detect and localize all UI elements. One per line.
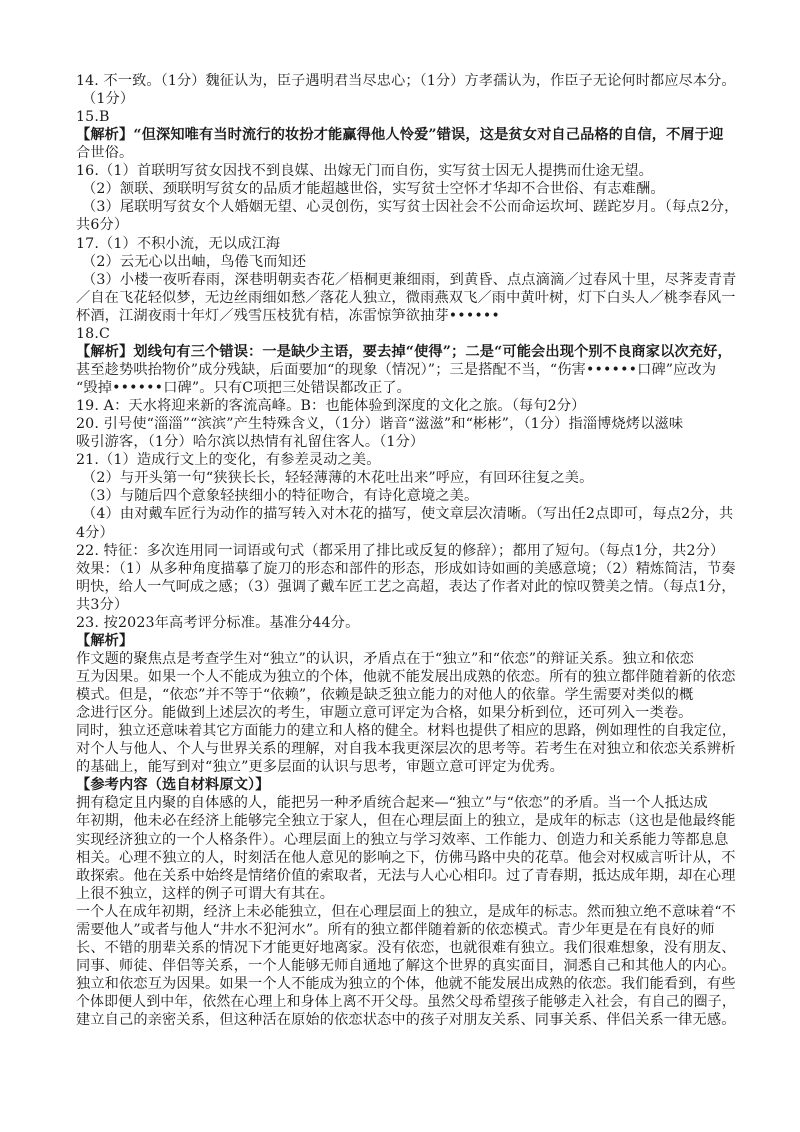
text-line: 21.（1）造成行文上的变化，有参差灵动之美。 xyxy=(76,452,381,469)
text-line: 14. 不一致。（1分）魏征认为，臣子遇明君当尽忠心；（1分）方孝孺认为，作臣子无论何时都应尽本分。 xyxy=(76,73,736,89)
text-line: 对个人与他人、个人与世界关系的理解，对自我本我更深层次的思考等。若考生在对独立和依恋关系辨析 xyxy=(76,741,736,758)
text-line: 个体即便人到中年，依然在心理上和身体上离不开父母。虽然父母希望孩子能够走入社会，有自己的圈子， xyxy=(76,994,736,1011)
text-line: （3）与随后四个意象轻挟细小的特征吻合，有诗化意境之美。 xyxy=(82,488,479,505)
text-line: （1分） xyxy=(82,91,135,108)
text-line: 念进行区分。能做到上述层次的考生，审题立意可评定为合格，如果分析到位，还可列入一类卷。 xyxy=(76,705,693,722)
text-line: 上很不独立，这样的例子可谓大有其在。 xyxy=(76,885,335,902)
text-line: 敢探索。他在关系中始终是情绪价值的索取者，无法与人心心相印。过了青春期，抵达成年期，却在心理 xyxy=(76,867,736,884)
text-line: （4）由对戴车匠行为动作的描写转入对木花的描写，使文章层次清晰。（写出任2点即可，每点2分，共 xyxy=(82,506,734,523)
text-line: “毁掉••••••口碑”。只有C项把三处错误都改正了。 xyxy=(76,380,411,397)
text-line: 19. A：天水将迎来新的客流高峰。B：也能体验到深度的文化之旅。（每句2分） xyxy=(76,398,586,415)
text-line: （3）小楼一夜听春雨，深巷明朝卖杏花／梧桐更兼细雨，到黄昏、点点滴滴／过春风十里，尽荠麦青青 xyxy=(82,271,737,288)
text-line: 作文题的聚焦点是考查学生对“独立”的认识，矛盾点在于“独立”和“依恋”的辩证关系。独立和依恋 xyxy=(76,650,694,667)
text-line: 【参考内容（选自材料原文）】 xyxy=(76,777,270,794)
text-line: 22. 特征：多次连用同一词语或句式（都采用了排比或反复的修辞）；都用了短句。（每点1分，共2分） xyxy=(76,542,725,559)
text-line: 效果：（1）从多种角度描摹了旋刀的形态和部件的形态，形成如诗如画的美感意境；（2）精炼简洁，节奏 xyxy=(76,560,736,577)
text-line: 合世俗。 xyxy=(76,145,134,162)
text-line: 独立和依恋互为因果。如果一个人不能成为独立的个体，他就不能发展出成熟的依恋。我们能看到，有些 xyxy=(76,976,736,992)
text-line: 17.（1）不积小流，无以成江海 xyxy=(76,235,281,252)
text-line: （2）与开头第一句“狭狭长长，轻轻薄薄的木花吐出来”呼应，有回环往复之美。 xyxy=(82,470,594,487)
text-line: （3）尾联明写贫女个人婚姻无望、心灵创伤，实写贫士因社会不公而命运坎坷、蹉跎岁月。（每点2分， xyxy=(82,199,739,216)
text-line: 共3分） xyxy=(76,596,129,613)
text-line: 需要他人”或者与他人“井水不犯河水”。所有的独立都伴随着新的依恋模式。青少年更是在有良好的师 xyxy=(76,921,715,938)
text-line: 【解析】 xyxy=(76,632,134,649)
text-line: 共6分） xyxy=(76,217,129,234)
text-line: 23. 按2023年高考评分标准。基准分44分。 xyxy=(76,614,360,631)
text-line: 18.C xyxy=(76,325,111,342)
text-line: 拥有稳定且内聚的自体感的人，能把另一种矛盾统合起来—“独立”与“依恋”的矛盾。当一个人抵达成 xyxy=(76,795,708,812)
text-line: 20. 引号使“淄淄”“滨滨”产生特殊含义，（1分）谐音“滋滋”和“彬彬”，（1分）指淄博烧烤以滋味 xyxy=(76,416,684,433)
text-line: 模式。但是，“依恋”并不等于“依赖”，依赖是缺乏独立能力的对他人的依靠。学生需要对类似的概 xyxy=(76,687,694,704)
text-line: 同事、师徒、伴侣等关系，一个人能够无师自通地了解这个世界的真实面目，洞悉自己和其他人的内心。 xyxy=(76,957,736,974)
text-line: 15.B xyxy=(76,109,110,126)
text-line: 一个人在成年初期，经济上未必能独立，但在心理层面上的独立，是成年的标志。然而独立绝不意味着“不 xyxy=(76,903,736,920)
text-line: 同时，独立还意味着其它方面能力的建立和人格的健全。材料也提供了相应的思路，例如理性的自我定位， xyxy=(76,723,736,740)
text-line: （2）颔联、颈联明写贫女的品质才能超越世俗，实写贫士空怀才华却不合世俗、有志难酬。 xyxy=(82,181,665,198)
text-line: （2）云无心以出岫，鸟倦飞而知还 xyxy=(82,253,307,270)
text-line: 甚至趁势哄抬物价”成分残缺，后面要加“的现象（情况）”；三是搭配不当，“伤害••••••口碑”应改为 xyxy=(76,361,717,378)
text-line: 杯酒，江湖夜雨十年灯／残雪压枝犹有桔，冻雷惊笋欲抽芽•••••• xyxy=(76,307,500,324)
text-line: 吸引游客，（1分）哈尔滨以热情有礼留住客人。（1分） xyxy=(76,434,425,451)
text-line: ／自在飞花轻似梦，无边丝雨细如愁／落花人独立，微雨燕双飞／雨中黄叶树，灯下白头人／桃李春风一 xyxy=(76,289,736,306)
text-line: 16.（1）首联明写贫女因找不到良媒、出嫁无门而自伤，实写贫士因无人提携而仕途无望。 xyxy=(76,163,654,180)
text-line: 互为因果。如果一个人不能成为独立的个体，他就不能发展出成熟的依恋。所有的独立都伴随着新的依恋 xyxy=(76,668,736,685)
text-line: 实现经济独立的一个人格条件）。心理层面上的独立与学习效率、工作能力、创造力和关系能力等都息息 xyxy=(76,831,729,848)
text-line: 明快，给人一气呵成之感；（3）强调了戴车匠工艺之高超，表达了作者对此的惊叹赞美之情。（每点1分， xyxy=(76,578,736,595)
text-line: 长、不错的朋辈关系的情况下才能更好地离家。没有依恋，也就很难有独立。我们很难想象，没有朋友、 xyxy=(76,939,736,956)
text-line: 相关。心理不独立的人，时刻活在他人意见的影响之下，仿佛马路中央的花草。他会对权威言听计从，不 xyxy=(76,849,736,866)
text-line: 4分） xyxy=(76,524,114,541)
text-line: 建立自己的亲密关系，但这种活在原始的依恋状态中的孩子对朋友关系、同事关系、伴侣关系一律无感。 xyxy=(76,1012,736,1029)
text-line: 的基础上，能写到对“独立”更多层面的认识与思考，审题立意可评定为优秀。 xyxy=(76,759,564,776)
text-line: 【解析】划线句有三个错误：一是缺少主语，要去掉“使得”；二是“可能会出现个别不良商家以次充好， xyxy=(76,343,732,360)
text-line: 【解析】“但深知唯有当时流行的妆扮才能赢得他人怜爱”错误，这是贫女对自己品格的自信，不屑于迎 xyxy=(76,127,724,144)
text-line: 年初期，他未必在经济上能够完全独立于家人，但在心理层面上的独立，是成年的标志（这也是他最终能 xyxy=(76,813,736,830)
